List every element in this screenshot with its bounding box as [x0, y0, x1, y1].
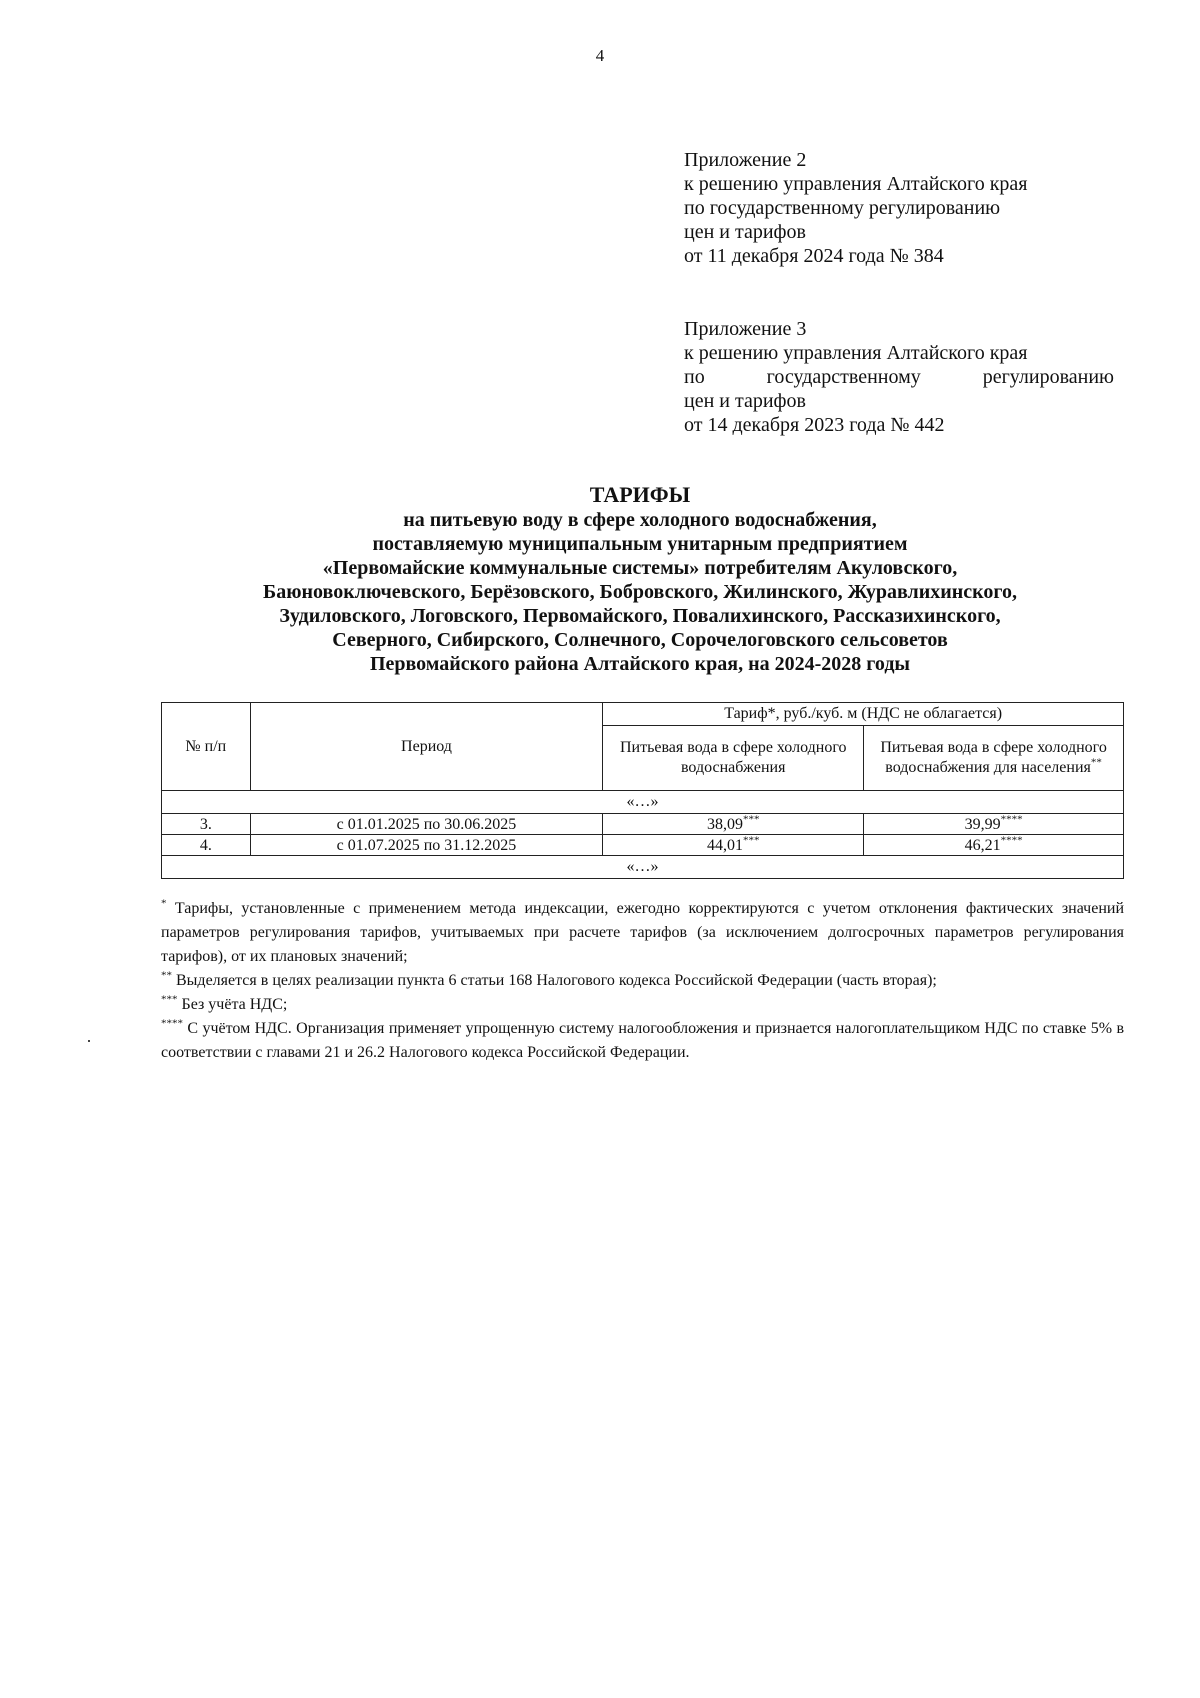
- value: 38,09: [706, 815, 743, 833]
- value: 39,99: [964, 815, 1001, 833]
- footnote-mark: **: [161, 969, 172, 982]
- appendix-2-line: от 11 декабря 2024 года № 384: [684, 245, 944, 267]
- tariff-table: [161, 702, 1124, 879]
- page-number: 4: [595, 46, 605, 65]
- appendix-2-line: к решению управления Алтайского края: [684, 173, 1028, 195]
- table-ellipsis-row: «…»: [162, 856, 1124, 879]
- title-line: Баюновоключевского, Берёзовского, Бобровского, Жилинского, Журавлихинского,: [263, 581, 1017, 603]
- title-line: Северного, Сибирского, Солнечного, Сорочелоговского сельсоветов: [332, 629, 948, 651]
- appendix-3-line: по государственному регулированию: [684, 366, 1114, 388]
- scan-speck: [88, 1040, 90, 1042]
- footnote: [161, 993, 1124, 1017]
- appendix-3-line: цен и тарифов: [684, 390, 806, 412]
- title-line: Зудиловского, Логовского, Первомайского, Повалихинского, Рассказихинского,: [279, 605, 1001, 627]
- table-row: [162, 814, 1124, 835]
- footnote: [161, 969, 1124, 993]
- appendix-3-line: к решению управления Алтайского края: [684, 342, 1028, 364]
- row-num: 4.: [162, 835, 251, 856]
- footnote: [161, 897, 1124, 969]
- row-value-population: [864, 814, 1124, 835]
- footnote-text: Выделяется в целях реализации пункта 6 статьи 168 Налогового кодекса Российской Федерации (часть вторая);: [172, 972, 937, 989]
- appendix-2-header: [684, 148, 1114, 268]
- row-period: с 01.07.2025 по 31.12.2025: [250, 835, 603, 856]
- title-line: Первомайского района Алтайского края, на 2024-2028 годы: [369, 653, 911, 675]
- row-value-water: [603, 814, 864, 835]
- footnote-mark: **: [1090, 756, 1102, 769]
- header-col-water-population: [864, 726, 1124, 791]
- footnote-text: Тарифы, установленные с применением метода индексации, ежегодно корректируются с учетом отклонения фактических значений параметров регулирования тарифов, учитываемых при расчете тарифов (за исключением долгосрочных параметров регулирования тарифов), от их плановых значений;: [161, 900, 1124, 965]
- footnotes: [161, 897, 1124, 1065]
- appendix-2-line: по государственному регулированию: [684, 197, 1001, 219]
- header-num: № п/п: [162, 703, 251, 791]
- table-ellipsis-row: «…»: [162, 791, 1124, 814]
- header-col-water: Питьевая вода в сфере холодного водоснабжения: [603, 726, 864, 791]
- row-value-water: [603, 835, 864, 856]
- appendix-3-line: Приложение 3: [684, 318, 807, 340]
- footnote-mark: ****: [1000, 834, 1023, 847]
- footnote-mark: ***: [161, 993, 178, 1006]
- header-period: Период: [250, 703, 603, 791]
- table-row: [162, 835, 1124, 856]
- title-line: «Первомайские коммунальные системы» потребителям Акуловского,: [322, 557, 958, 579]
- row-period: с 01.01.2025 по 30.06.2025: [250, 814, 603, 835]
- appendix-3-header: [684, 317, 1114, 437]
- title-main: ТАРИФЫ: [589, 482, 691, 507]
- header-tariff-group: Тариф*, руб./куб. м (НДС не облагается): [603, 703, 1124, 726]
- row-value-population: [864, 835, 1124, 856]
- footnote-mark: ***: [742, 813, 760, 826]
- footnote-mark: ***: [742, 834, 760, 847]
- title-line: на питьевую воду в сфере холодного водоснабжения,: [403, 509, 877, 531]
- footnote-mark: ****: [1000, 813, 1023, 826]
- footnote-mark: ****: [161, 1017, 183, 1030]
- value: 44,01: [706, 836, 743, 854]
- footnote: [161, 1017, 1124, 1065]
- appendix-2-line: Приложение 2: [684, 149, 807, 171]
- appendix-3-line: от 14 декабря 2023 года № 442: [684, 414, 945, 436]
- document-title: [150, 482, 1130, 676]
- footnote-text: Без учёта НДС;: [177, 996, 288, 1013]
- title-line: поставляемую муниципальным унитарным предприятием: [372, 533, 908, 555]
- footnote-text: С учётом НДС. Организация применяет упрощенную систему налогообложения и признается налогоплательщиком НДС по ставке 5% в соответствии с главами 21 и 26.2 Налогового кодекса Российской Федерации.: [161, 1020, 1124, 1061]
- footnote-mark: *: [161, 897, 167, 910]
- header-col-water-population-text: Питьевая вода в сфере холодного водоснабжения для населения: [880, 739, 1107, 776]
- row-num: 3.: [162, 814, 251, 835]
- value: 46,21: [964, 836, 1001, 854]
- appendix-2-line: цен и тарифов: [684, 221, 806, 243]
